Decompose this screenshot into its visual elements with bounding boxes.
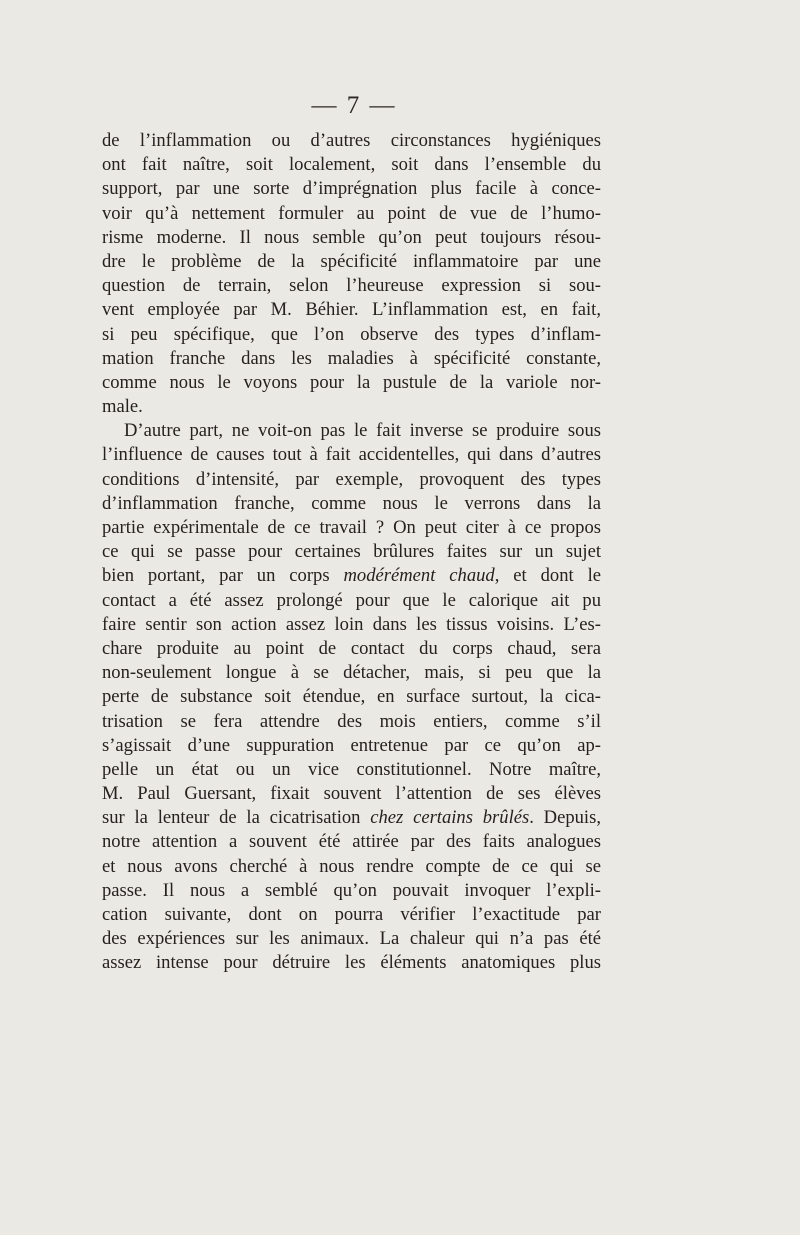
text-line: mation franche dans les maladies à spécificité constante, (102, 347, 601, 369)
paragraph-end-line: male. (102, 396, 143, 418)
text-line-with-italic (102, 564, 601, 588)
text-segment: sur la lenteur de la cicatrisation (102, 807, 371, 829)
text-line: M. Paul Guersant, fixait souvent l’attention de ses élèves (102, 783, 601, 805)
text-segment: . Depuis, (529, 807, 601, 829)
text-line: faire sentir son action assez loin dans les tissus voisins. L’es- (102, 613, 601, 635)
text-line: et nous avons cherché à nous rendre compte de ce qui se (102, 855, 601, 877)
text-line: contact a été assez prolongé pour que le calorique ait pu (102, 589, 601, 611)
text-line: ont fait naître, soit localement, soit dans l’ensemble du (102, 154, 601, 176)
body-text (102, 129, 601, 976)
italic-phrase: modérément chaud (343, 565, 495, 587)
text-line: passe. Il nous a semblé qu’on pouvait invoquer l’expli- (102, 879, 601, 901)
text-line: comme nous le voyons pour la pustule de la variole nor- (102, 371, 601, 393)
text-line: dre le problème de la spécificité inflammatoire par une (102, 250, 601, 272)
text-line: si peu spécifique, que l’on observe des types d’inflam- (102, 323, 601, 345)
italic-phrase: chez certains brûlés (370, 807, 530, 829)
text-line: perte de substance soit étendue, en surface surtout, la cica- (102, 686, 601, 708)
text-line: question de terrain, selon l’heureuse expression si sou- (102, 275, 601, 297)
text-line: des expériences sur les animaux. La chaleur qui n’a pas été (102, 928, 601, 950)
text-line: voir qu’à nettement formuler au point de vue de l’humo- (102, 202, 601, 224)
text-line: vent employée par M. Béhier. L’inflammation est, en fait, (102, 299, 601, 321)
page-number: — 7 — (311, 92, 397, 119)
text-line: chare produite au point de contact du corps chaud, sera (102, 637, 601, 659)
text-line-with-italic (102, 806, 601, 830)
text-line: non-seulement longue à se détacher, mais, si peu que la (102, 662, 601, 684)
paragraph-start-line: D’autre part, ne voit-on pas le fait inverse se produire sous (124, 420, 601, 442)
text-segment: bien portant, par un corps (102, 565, 344, 587)
text-line: notre attention a souvent été attirée par des faits analogues (102, 831, 601, 853)
text-line: pelle un état ou un vice constitutionnel. Notre maître, (102, 758, 601, 780)
text-line: support, par une sorte d’imprégnation plus facile à conce- (102, 178, 601, 200)
text-line: conditions d’intensité, par exemple, provoquent des types (102, 468, 601, 490)
text-line: l’influence de causes tout à fait accidentelles, qui dans d’autres (102, 444, 601, 466)
text-line: partie expérimentale de ce travail ? On peut citer à ce propos (102, 517, 601, 538)
text-line: risme moderne. Il nous semble qu’on peut toujours résou- (102, 226, 601, 248)
text-line: d’inflammation franche, comme nous le verrons dans la (102, 492, 601, 514)
text-line: de l’inflammation ou d’autres circonstances hygiéniques (102, 130, 601, 151)
text-line: cation suivante, dont on pourra vérifier l’exactitude par (102, 904, 601, 925)
text-line: assez intense pour détruire les éléments anatomiques plus (102, 952, 601, 974)
text-line: ce qui se passe pour certaines brûlures faites sur un sujet (102, 541, 601, 563)
text-segment: , et dont le (494, 565, 601, 587)
text-line: s’agissait d’une suppuration entretenue par ce qu’on ap- (102, 734, 601, 756)
text-line: trisation se fera attendre des mois entiers, comme s’il (102, 710, 601, 732)
